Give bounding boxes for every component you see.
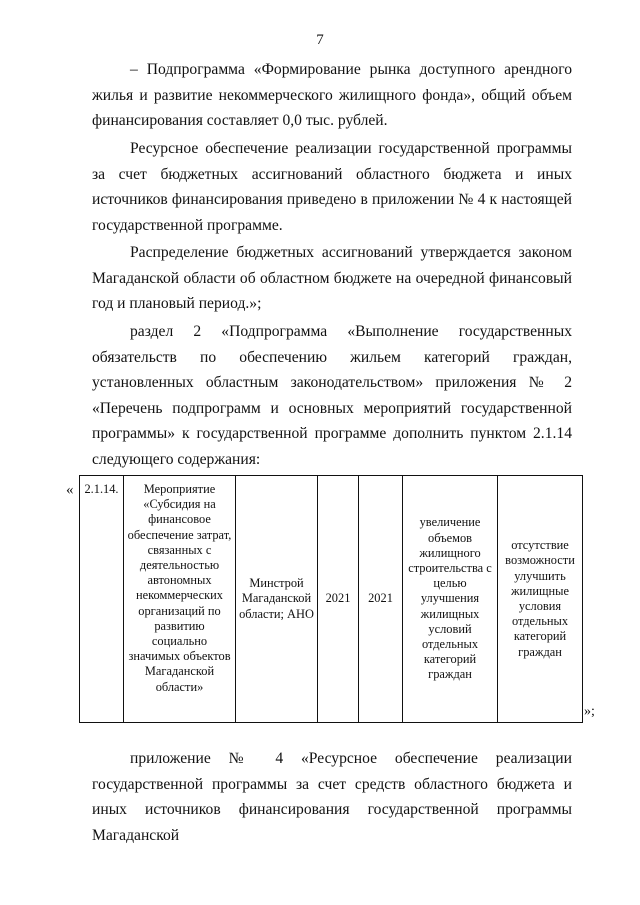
paragraph-budget-distribution: Распределение бюджетных ассигнований утверждается законом Магаданской области об областном бюджете на очередной финансовый год и плановый период.»; xyxy=(92,244,572,312)
paragraph-subprogram-financing: – Подпрограмма «Формирование рынка доступного арендного жилья и развитие некоммерческого жилищного фонда», общий объем финансирования составляет 0,0 тыс. рублей. xyxy=(92,61,572,129)
paragraph-resource-provision: Ресурсное обеспечение реализации государственной программы за счет бюджетных ассигнований областного бюджета и иных источников финансирования приведено в приложении № 4 к настоящей государственной программе. xyxy=(92,140,572,234)
expected-result-cell: увеличение объемов жилищного строительства с целью улучшения жилищных условий отдельных категорий граждан xyxy=(403,476,498,723)
closing-quote: »; xyxy=(584,704,595,719)
inserted-measure-table xyxy=(79,475,583,723)
measure-number-cell: 2.1.14. xyxy=(80,476,124,723)
start-year-cell: 2021 xyxy=(318,476,359,723)
table-row xyxy=(80,476,583,723)
paragraph-appendix-4: приложение № 4 «Ресурсное обеспечение реализации государственной программы за счет средств областного бюджета и иных источников финансирования государственной программы Магаданской xyxy=(92,750,572,844)
consequences-cell: отсутствие возможности улучшить жилищные условия отдельных категорий граждан xyxy=(498,476,583,723)
opening-quote: « xyxy=(66,482,74,498)
end-year-cell: 2021 xyxy=(359,476,403,723)
paragraph-section-amendment: раздел 2 «Подпрограмма «Выполнение государственных обязательств по обеспечению жильем категорий граждан, установленных областным законодательством» приложения № 2 «Перечень подпрограмм и основных мероприятий государственной программы» к государственной программе дополнить пунктом 2.1.14 следующего содержания: xyxy=(92,323,572,468)
page-number: 7 xyxy=(316,32,324,48)
measure-description-cell: Мероприятие «Субсидия на финансовое обеспечение затрат, связанных с деятельностью автономных некоммерческих организаций по развитию социально значимых объектов Магаданской области» xyxy=(124,476,236,723)
executor-cell: Минстрой Магаданской области; АНО xyxy=(236,476,318,723)
